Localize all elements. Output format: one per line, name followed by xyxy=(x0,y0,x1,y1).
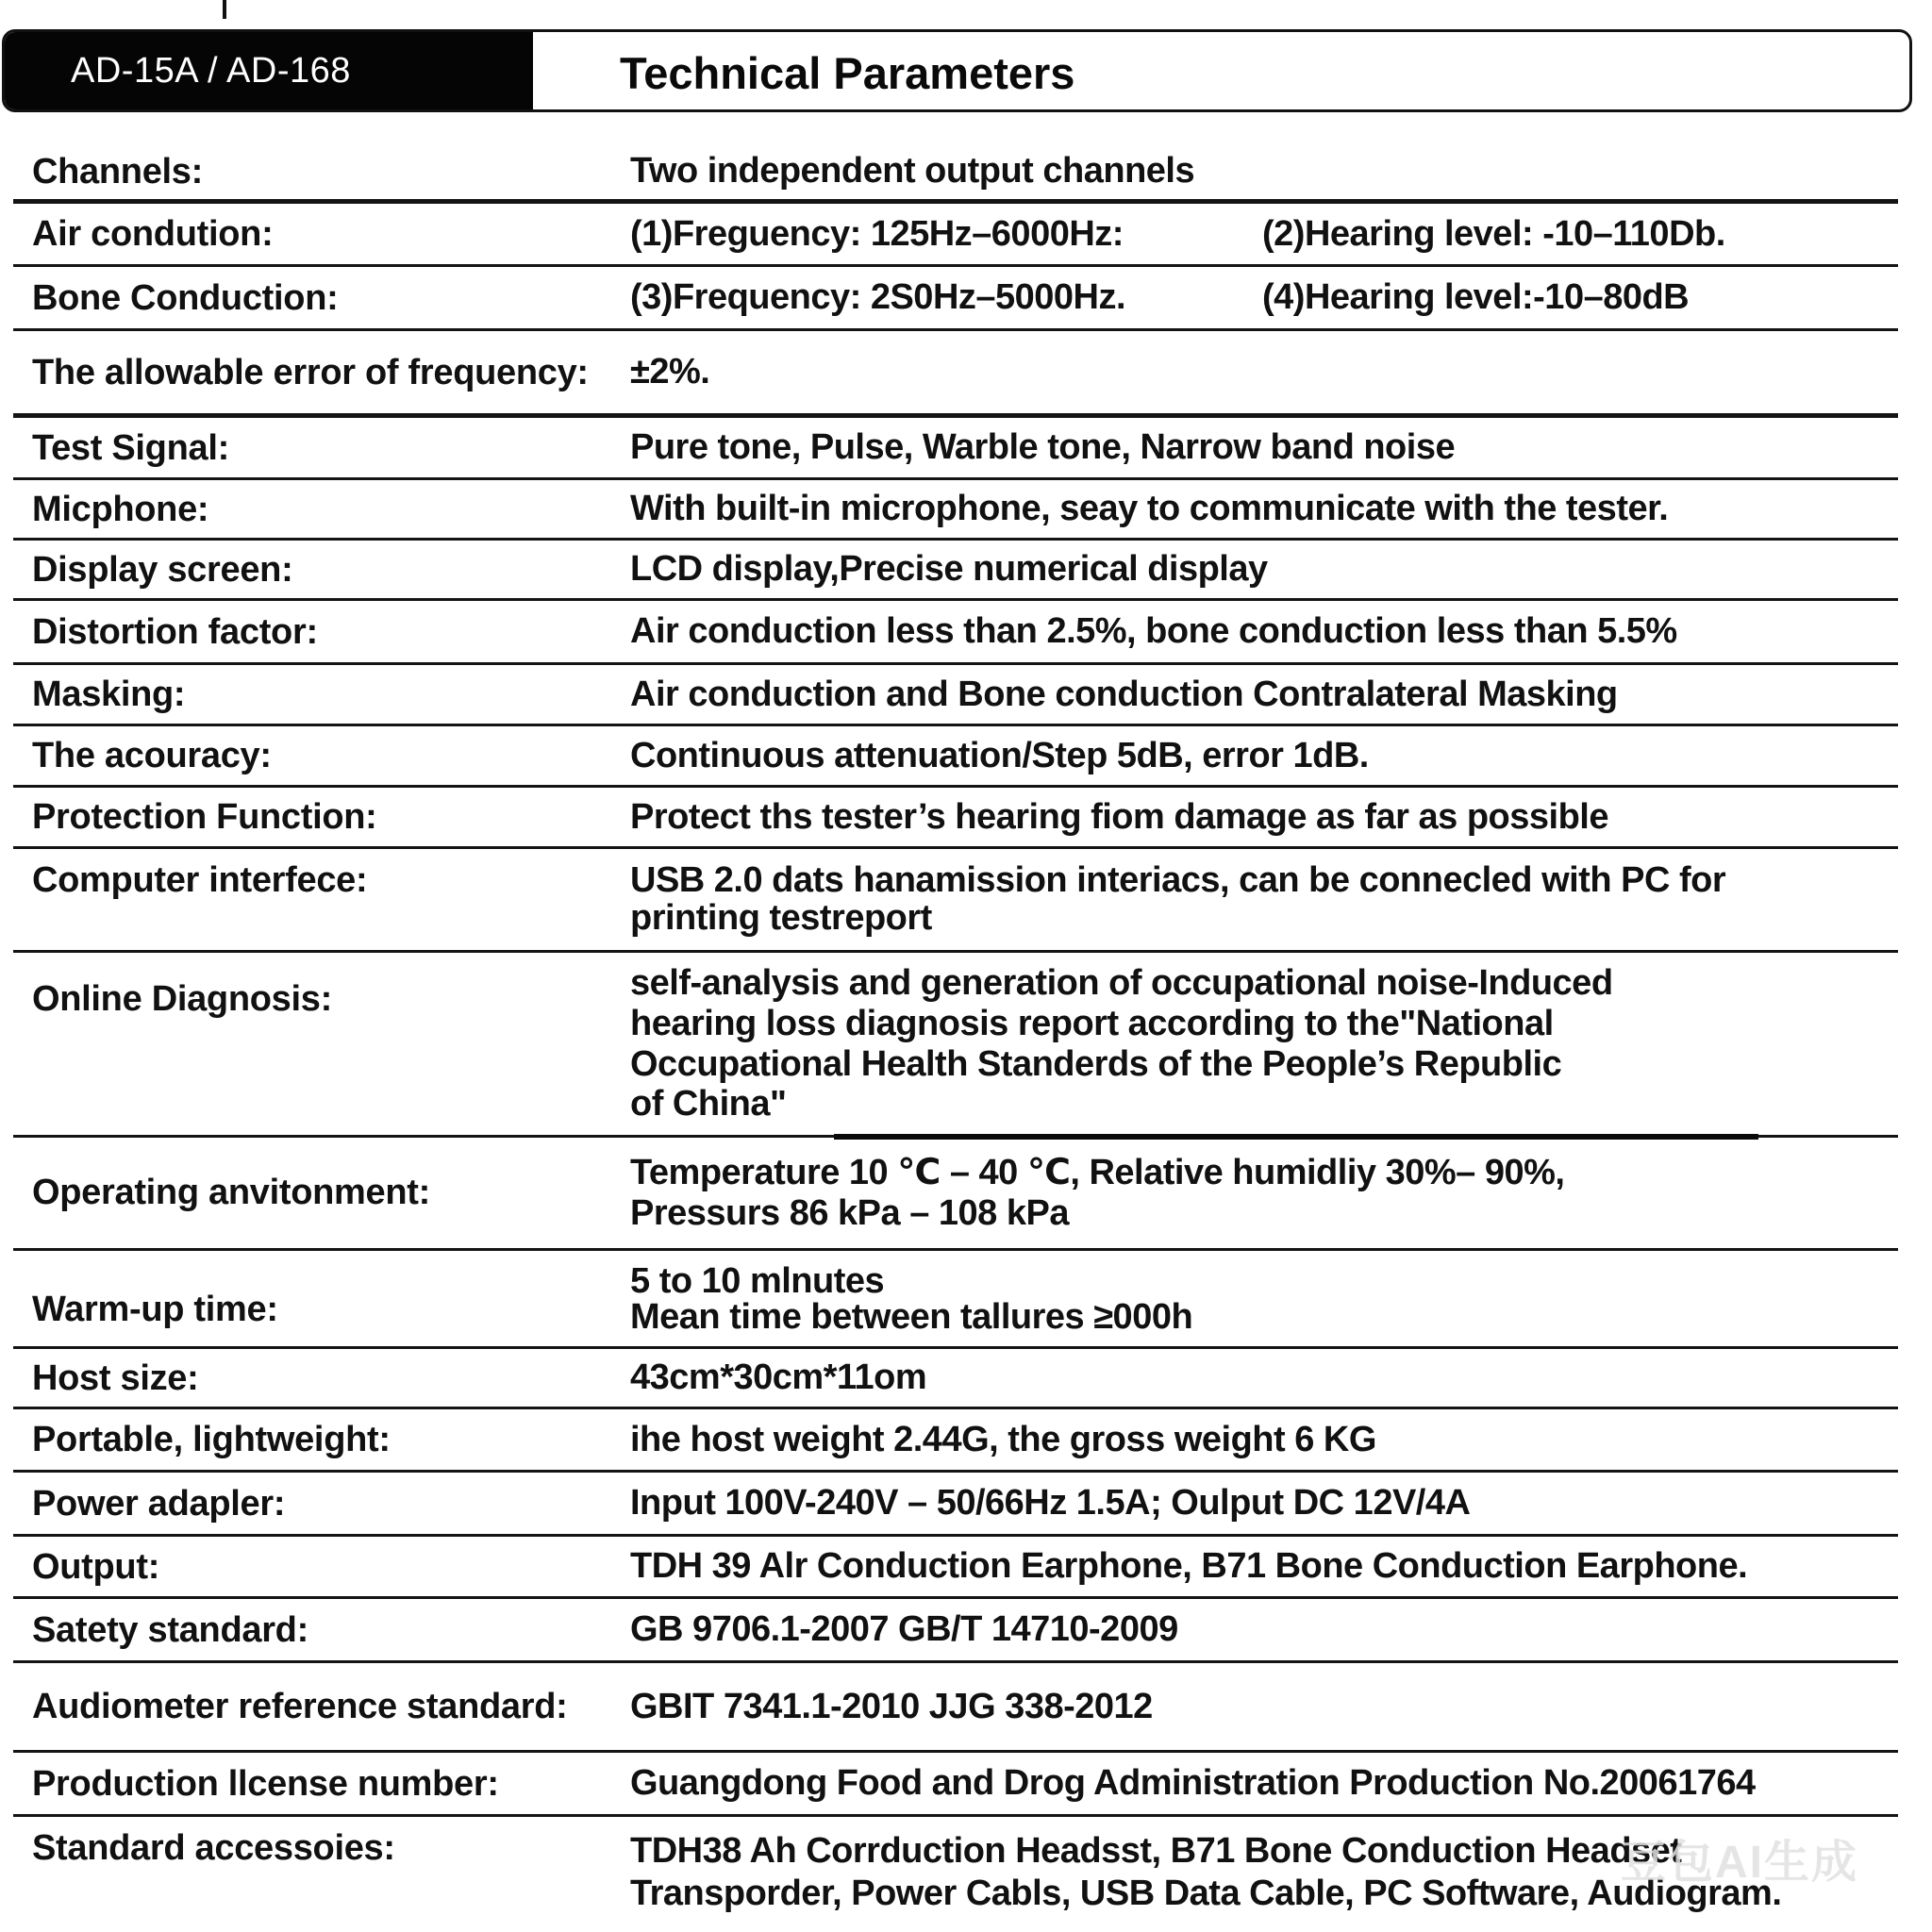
spec-value-line: With built-in microphone, seay to communicate with the tester. xyxy=(630,489,1669,529)
top-tick-mark xyxy=(223,0,226,19)
spec-value xyxy=(617,331,1898,413)
spec-value-line: Occupational Health Standerds of the People’s Republic xyxy=(630,1043,1562,1084)
spec-value xyxy=(617,1537,1898,1596)
spec-value-line: Protect ths tester’s hearing fiom damage as far as possible xyxy=(630,796,1608,837)
spec-value-line: Two independent output channels xyxy=(630,151,1195,192)
spec-row-protection-function xyxy=(13,788,1898,849)
spec-value-line: hearing loss diagnosis report according to the"National xyxy=(630,1003,1554,1043)
spec-label: Production llcense number: xyxy=(32,1763,499,1804)
spec-row-microphone xyxy=(13,480,1898,541)
spec-label: Masking: xyxy=(32,675,186,714)
spec-value xyxy=(617,1138,1898,1248)
spec-value xyxy=(617,143,1898,199)
spec-value-line: Guangdong Food and Drog Administration Production No.20061764 xyxy=(630,1763,1756,1804)
spec-value-line: GBIT 7341.1-2010 JJG 338-2012 xyxy=(630,1686,1153,1726)
spec-value xyxy=(617,1663,1898,1750)
spec-label: Protection Function: xyxy=(32,797,377,837)
spec-row-operating-environment xyxy=(13,1138,1898,1251)
spec-label: Air condution: xyxy=(32,214,274,254)
spec-label: Standard accessoies: xyxy=(32,1828,395,1868)
spec-value-line: 5 to 10 mlnutes xyxy=(630,1260,885,1301)
spec-label: Satety standard: xyxy=(32,1609,308,1650)
spec-row-standard-accessories xyxy=(13,1817,1898,1921)
spec-value-line: of China" xyxy=(630,1084,787,1124)
spec-table xyxy=(13,143,1898,1921)
spec-value xyxy=(617,665,1898,724)
air-hearing-level: (2)Hearing level: -10–110Db. xyxy=(1262,213,1725,254)
spec-row-frequency-error xyxy=(13,331,1898,418)
spec-row-warm-up-time xyxy=(13,1251,1898,1349)
spec-value xyxy=(617,1251,1898,1346)
spec-label: Online Diagnosis: xyxy=(32,979,332,1019)
spec-label: Portable, lightweight: xyxy=(32,1420,391,1459)
spec-value xyxy=(617,1349,1898,1407)
spec-row-host-size xyxy=(13,1349,1898,1409)
spec-value-line: ±2%. xyxy=(630,352,710,392)
spec-label: Computer interfece: xyxy=(32,860,368,900)
spec-row-output xyxy=(13,1537,1898,1599)
spec-value xyxy=(617,1473,1898,1534)
spec-value xyxy=(617,601,1898,662)
spec-value-line: TDH38 Ah Corrduction Headsst, B71 Bone Conduction Headset xyxy=(630,1831,1682,1871)
bone-hearing-level: (4)Hearing level:-10–80dB xyxy=(1262,277,1690,318)
spec-value xyxy=(617,849,1898,950)
spec-value xyxy=(617,1753,1898,1814)
spec-value-line: Pure tone, Pulse, Warble tone, Narrow band noise xyxy=(630,427,1456,468)
spec-value-line: self-analysis and generation of occupational noise-Induced xyxy=(630,963,1613,1004)
spec-value-line: Continuous attenuation/Step 5dB, error 1dB. xyxy=(630,735,1369,775)
spec-label: The acouracy: xyxy=(32,736,272,775)
spec-header xyxy=(2,29,1912,112)
model-number: AD-15A / AD-168 xyxy=(5,32,533,109)
spec-label: Micphone: xyxy=(32,489,209,529)
spec-row-channels xyxy=(13,143,1898,204)
spec-row-bone-conduction xyxy=(13,267,1898,331)
spec-label: Audiometer reference standard: xyxy=(32,1686,568,1726)
spec-value-line: printing testreport xyxy=(630,897,932,938)
spec-value-line: USB 2.0 dats hanamission interiacs, can be connecled with PC for xyxy=(630,859,1726,900)
spec-label: Power adapler: xyxy=(32,1483,286,1524)
spec-value-line: Temperature 10 ℃ – 40 ℃, Relative humidliy 30%– 90%, xyxy=(630,1152,1565,1192)
spec-value-line: ihe host weight 2.44G, the gross weight 6 KG xyxy=(630,1419,1376,1459)
spec-label: Output: xyxy=(32,1546,160,1587)
spec-value xyxy=(617,1599,1898,1660)
ai-generated-watermark: 豆包AI生成 xyxy=(1621,1838,1859,1888)
spec-label: Host size: xyxy=(32,1357,199,1398)
spec-label: Test Signal: xyxy=(32,427,229,468)
spec-row-production-license xyxy=(13,1753,1898,1817)
spec-value xyxy=(617,788,1898,846)
spec-row-safety-standard xyxy=(13,1599,1898,1663)
spec-label: Channels: xyxy=(32,151,203,192)
spec-value xyxy=(617,726,1898,785)
spec-value-line: GB 9706.1-2007 GB/T 14710-2009 xyxy=(630,1609,1178,1650)
spec-label: The allowable error of frequency: xyxy=(32,352,589,392)
spec-value xyxy=(617,267,1898,328)
spec-label: Bone Conduction: xyxy=(32,277,339,318)
spec-value-line: Air conduction less than 2.5%, bone conduction less than 5.5% xyxy=(630,611,1677,652)
spec-value-line: LCD display,Precise numerical display xyxy=(630,549,1268,590)
spec-value xyxy=(617,1409,1898,1470)
spec-row-accuracy xyxy=(13,726,1898,788)
spec-label: Display screen: xyxy=(32,549,293,590)
spec-value-line: Pressurs 86 kPa – 108 kPa xyxy=(630,1192,1069,1233)
spec-value-line: Transporder, Power Cabls, USB Data Cable, PC Software, Audiogram. xyxy=(630,1873,1782,1913)
air-frequency-range: (1)Freguency: 125Hz–6000Hz: xyxy=(630,213,1124,254)
spec-row-audiometer-reference-standard xyxy=(13,1663,1898,1753)
spec-value xyxy=(617,953,1898,1135)
spec-value xyxy=(617,418,1898,477)
spec-row-display-screen xyxy=(13,541,1898,601)
spec-value xyxy=(617,480,1898,538)
spec-row-computer-interface xyxy=(13,849,1898,953)
spec-row-test-signal xyxy=(13,418,1898,480)
spec-row-air-conduction xyxy=(13,204,1898,267)
spec-row-online-diagnosis xyxy=(13,953,1898,1138)
spec-value xyxy=(617,204,1898,264)
spec-row-distortion-factor xyxy=(13,601,1898,665)
spec-label: Operating anvitonment: xyxy=(32,1172,430,1212)
page-title: Technical Parameters xyxy=(620,47,1075,98)
spec-label: Warm-up time: xyxy=(32,1289,278,1329)
spec-value xyxy=(617,541,1898,598)
spec-label: Distortion factor: xyxy=(32,611,318,652)
spec-row-masking xyxy=(13,665,1898,726)
spec-value-line: Input 100V-240V – 50/66Hz 1.5A; Oulput DC 12V/4A xyxy=(630,1483,1471,1524)
spec-value-line: Mean time between tallures ≥000h xyxy=(630,1296,1193,1337)
spec-value-line: Air conduction and Bone conduction Contralateral Masking xyxy=(630,674,1618,714)
spec-value-line: 43cm*30cm*11om xyxy=(630,1357,927,1398)
bone-frequency-range: (3)Frequency: 2S0Hz–5000Hz. xyxy=(630,277,1126,318)
spec-value-line: TDH 39 Alr Conduction Earphone, B71 Bone Conduction Earphone. xyxy=(630,1546,1748,1587)
spec-row-portable-lightweight xyxy=(13,1409,1898,1473)
spec-row-power-adapter xyxy=(13,1473,1898,1537)
